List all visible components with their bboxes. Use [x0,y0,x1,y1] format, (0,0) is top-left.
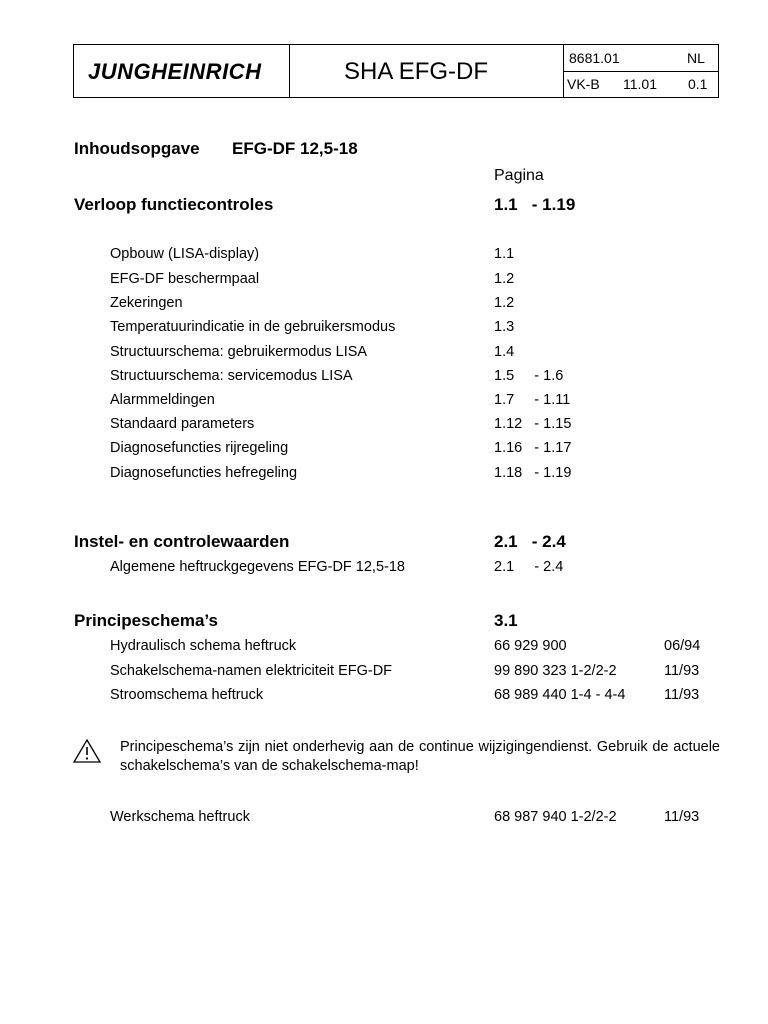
document-meta [563,45,719,97]
doc-number: 8681.01 [569,50,620,66]
meta-row-2 [563,71,719,97]
toc-item-label: Hydraulisch schema heftruck [110,638,297,654]
section-pages: 2.1 - 2.4 [494,532,566,551]
section-title: Principeschema’s [74,611,218,630]
revision-date: 11.01 [623,76,657,92]
meta-row-1 [563,45,719,72]
toc-item-page: 2.1 - 2.4 [494,559,564,575]
toc-model: EFG-DF 12,5-18 [232,139,358,158]
language-code: NL [687,50,705,66]
toc-item-label: Werkschema heftruck [110,809,250,825]
toc-item-label: Algemene heftruckgegevens EFG-DF 12,5-18 [110,559,405,575]
toc-item-date: 06/94 [664,638,701,654]
revision-version: 0.1 [688,76,708,92]
toc-item-label: Structuurschema: servicemodus LISA [110,368,353,384]
toc-item-date: 11/93 [664,687,700,703]
toc-item-label: Diagnosefuncties hefregeling [110,465,298,481]
toc-item-label: Opbouw (LISA-display) [110,246,260,262]
toc-item-page: 1.16 - 1.17 [494,440,572,456]
toc-item-page: 1.4 [494,344,515,360]
title-cell [289,45,564,97]
section-title: Instel- en controlewaarden [74,532,290,551]
toc-item-page: 1.5 - 1.6 [494,368,564,384]
toc-item-page: 68 987 940 1-2/2-2 [494,809,617,825]
toc-item-page: 1.7 - 1.11 [494,392,571,408]
section-pages: 3.1 [494,611,518,630]
warning-triangle-icon [72,738,102,764]
toc-item-page: 68 989 440 1-4 - 4-4 [494,687,626,703]
toc-item-label: Diagnosefuncties rijregeling [110,440,289,456]
toc-item-label: EFG-DF beschermpaal [110,271,260,287]
toc-item-page: 1.2 [494,295,515,311]
toc-item-label: Zekeringen [110,295,183,311]
toc-item-page: 99 890 323 1-2/2-2 [494,663,617,679]
section-pages: 1.1 - 1.19 [494,195,576,214]
section-title: Verloop functiecontroles [74,195,274,214]
document-header [73,44,719,98]
notice-text: Principeschema’s zijn niet onderhevig aan de continue wijzigingendienst. Gebruik de actuele schakelschema’s van de schakelschema-map! [120,739,720,774]
toc-item-label: Structuurschema: gebruikermodus LISA [110,344,368,360]
toc-item-label: Temperatuurindicatie in de gebruikersmodus [110,319,396,335]
toc-item-page: 1.18 - 1.19 [494,465,572,481]
toc-item-page: 1.1 [494,246,515,262]
revision-code: VK-B [567,76,600,92]
page-column-label: Pagina [494,167,544,184]
toc-item-date: 11/93 [664,663,700,679]
toc-item-page: 66 929 900 [494,638,567,654]
toc-item-label: Stroomschema heftruck [110,687,264,703]
toc-item-date: 11/93 [664,809,700,825]
company-logo: JUNGHEINRICH [88,59,262,84]
toc-item-label: Standaard parameters [110,416,255,432]
toc-item-page: 1.3 [494,319,515,335]
toc-item-label: Alarmmeldingen [110,392,215,408]
document-title: SHA EFG-DF [344,58,489,85]
logo-cell [74,45,290,97]
toc-item-label: Schakelschema-namen elektriciteit EFG-DF [110,663,393,679]
toc-item-page: 1.2 [494,271,515,287]
toc-item-page: 1.12 - 1.15 [494,416,572,432]
toc-heading: Inhoudsopgave [74,139,200,158]
